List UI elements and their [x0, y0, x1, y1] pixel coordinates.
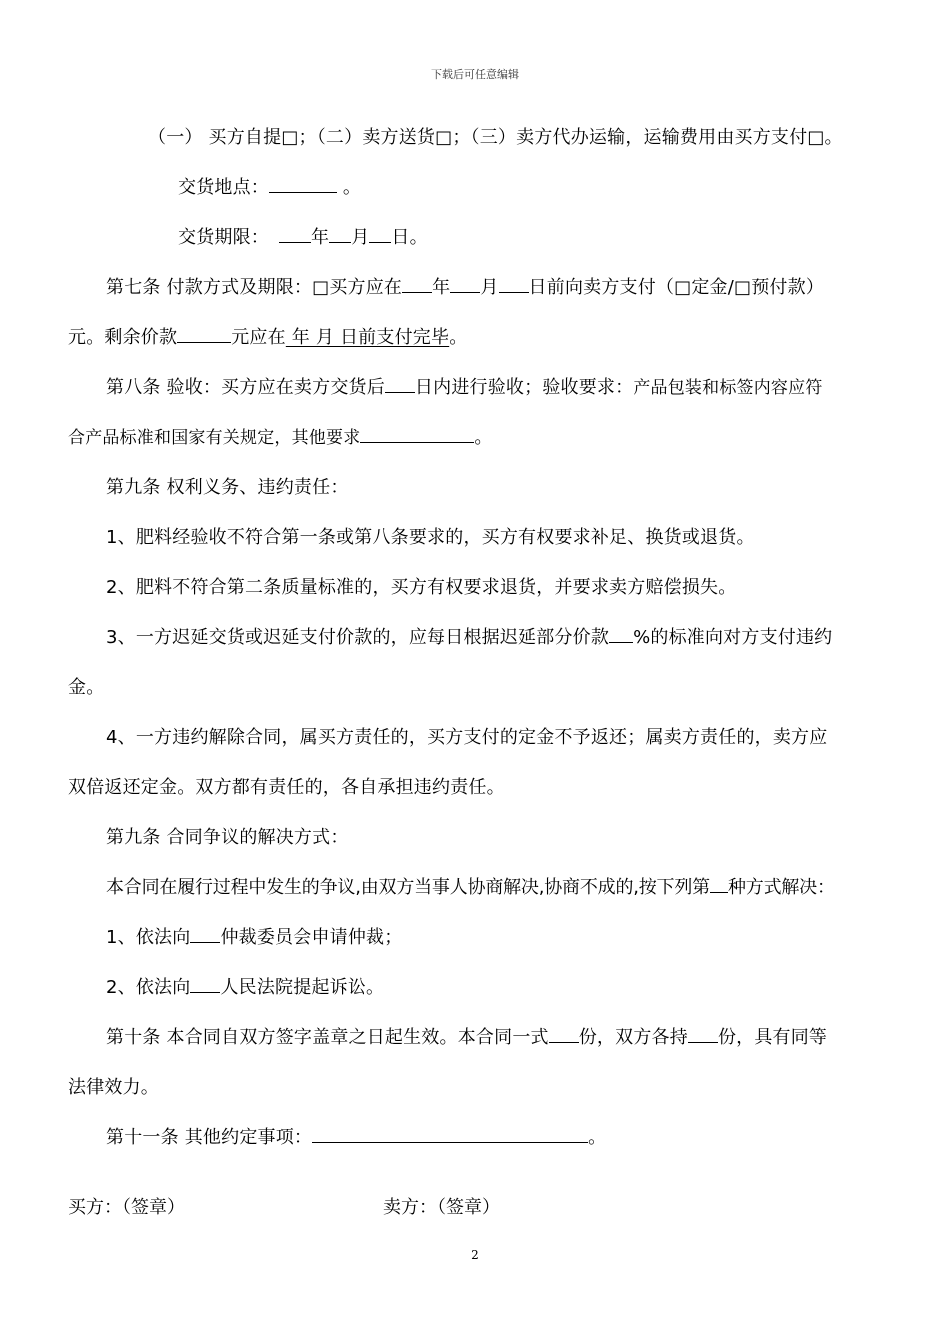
art9b-court-blank[interactable] [190, 976, 220, 993]
art8-line2 [68, 426, 493, 450]
delivery-deadline-label: 交货期限： [178, 227, 269, 248]
art9b-option-blank[interactable] [710, 876, 728, 893]
art11-line [106, 1126, 606, 1150]
art9-percent-blank[interactable] [609, 626, 633, 643]
art7-line1 [106, 276, 824, 300]
art7-year: 年 [432, 277, 451, 298]
art9b-option1 [106, 926, 402, 950]
art11-end: 。 [588, 1127, 607, 1148]
art8-text4: 合产品标准和国家有关规定，其他要求 [68, 428, 361, 448]
delivery-place-blank[interactable] [269, 176, 337, 193]
art9-item4-cont: 双倍返还定金。双方都有责任的，各自承担违约责任。 [68, 777, 505, 798]
art8-days-blank[interactable] [385, 376, 415, 393]
art9-item2: 2、肥料不符合第二条质量标准的，买方有权要求退货，并要求卖方赔偿损失。 [106, 577, 737, 598]
art10-line1 [106, 1026, 827, 1050]
art7-month-blank[interactable] [450, 276, 480, 293]
header-note: 下载后可任意编辑 [431, 68, 519, 81]
deadline-month: 月 [351, 227, 370, 248]
art9-item1: 1、肥料经验收不符合第一条或第八条要求的，买方有权要求补足、换货或退货。 [106, 527, 755, 548]
art9b-intro-text1: 本合同在履行过程中发生的争议,由双方当事人协商解决,协商不成的,按下列第 [106, 877, 710, 898]
page-number: 2 [471, 1248, 479, 1262]
buyer-signature: 买方：（签章） [68, 1197, 185, 1218]
art9-item4: 4、一方违约解除合同，属买方责任的，买方支付的定金不予返还；属卖方责任的，卖方应 [106, 727, 828, 748]
deadline-month-blank[interactable] [329, 226, 351, 243]
art9-item3-text2: %的标准向对方支付违约 [633, 627, 833, 648]
art7-year-blank[interactable] [402, 276, 432, 293]
art7-month: 月 [480, 277, 499, 298]
art10-text3: 份，具有同等 [717, 1027, 828, 1048]
art11-label: 第十一条 其他约定事项： [106, 1127, 313, 1148]
art10-text1: 第十条 本合同自双方签字盖章之日起生效。本合同一式 [106, 1027, 549, 1048]
art8-text2: 日内进行验收；验收要求： [414, 377, 634, 398]
art8-text1: 第八条 验收：买方应在卖方交货后 [106, 377, 385, 398]
art9b-option2-text1: 2、依法向 [106, 977, 191, 998]
seller-signature: 卖方：（签章） [383, 1197, 500, 1218]
art8-other-blank[interactable] [360, 426, 474, 443]
art9b-option1-text1: 1、依法向 [106, 927, 191, 948]
art7-text3: 元。剩余价款 [68, 327, 178, 348]
art9b-intro [106, 876, 835, 900]
art8-line1 [106, 376, 823, 400]
art9b-arbitration-blank[interactable] [190, 926, 220, 943]
art10-line2: 法律效力。 [68, 1077, 159, 1098]
delivery-place-label: 交货地点： [178, 177, 269, 198]
art7-text5: 。 [449, 327, 468, 348]
art10-each-blank[interactable] [688, 1026, 718, 1043]
delivery-methods [148, 126, 843, 150]
deadline-day-blank[interactable] [369, 226, 391, 243]
art8-text3: 产品包装和标签内容应符 [633, 378, 823, 398]
delivery-place [178, 176, 361, 200]
art9b-option2-text2: 人民法院提起诉讼。 [220, 977, 385, 998]
art9b-option2 [106, 976, 384, 1000]
art7-text1: 第七条 付款方式及期限：□买方应在 [106, 277, 403, 298]
art9b-intro-text2: 种方式解决： [727, 877, 835, 898]
art7-text4: 元应在 [231, 327, 286, 348]
art9-item3-cont: 金。 [68, 677, 105, 698]
deadline-year: 年 [311, 227, 330, 248]
deadline-day: 日。 [391, 227, 428, 248]
art9-item3-text1: 3、一方迟延交货或迟延支付价款的，应每日根据迟延部分价款 [106, 627, 610, 648]
delivery-methods-text: （一） 买方自提□；（二）卖方送货□；（三）卖方代办运输，运输费用由买方支付□。 [148, 127, 843, 148]
art7-line2 [68, 326, 467, 350]
art8-text5: 。 [474, 427, 493, 448]
art9b-option1-text2: 仲裁委员会申请仲裁； [220, 927, 403, 948]
art10-text2: 份，双方各持 [578, 1027, 688, 1048]
art7-remaining-blank[interactable] [177, 326, 231, 343]
art7-day-blank[interactable] [499, 276, 529, 293]
art9-title: 第九条 权利义务、违约责任： [106, 477, 349, 498]
art7-text2: 日前向卖方支付（□定金/□预付款） [528, 277, 825, 298]
delivery-place-end: 。 [337, 177, 362, 198]
art7-date-underlined: 年 月 日前支付完毕 [285, 327, 450, 348]
deadline-year-blank[interactable] [279, 226, 311, 243]
art9-item3 [106, 626, 832, 650]
art11-blank[interactable] [312, 1126, 588, 1143]
delivery-deadline [178, 226, 428, 250]
art9b-title: 第九条 合同争议的解决方式： [106, 827, 349, 848]
art10-copies-blank[interactable] [549, 1026, 579, 1043]
